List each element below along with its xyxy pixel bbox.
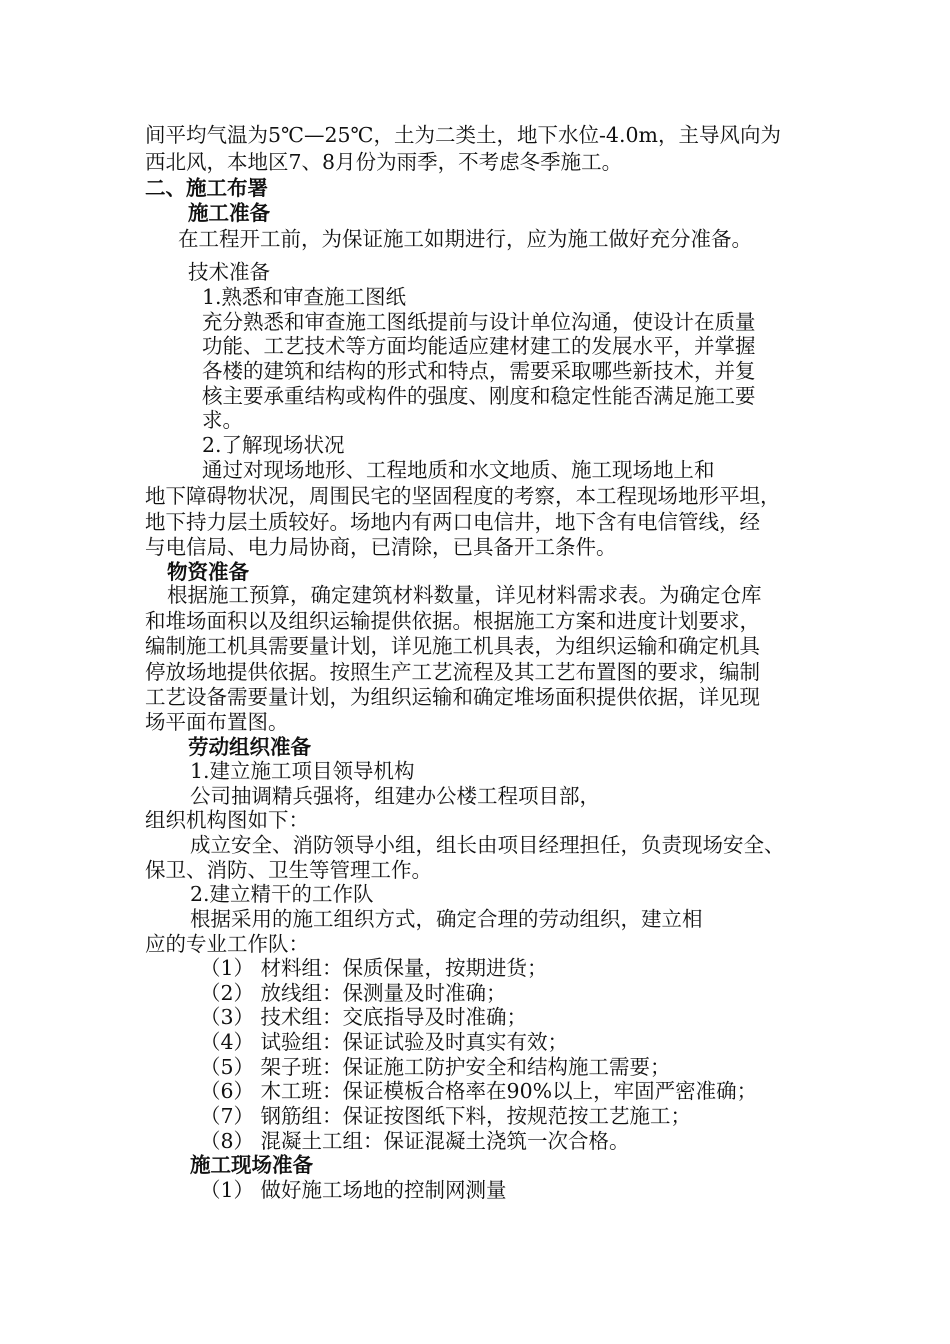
- subsection-heading: 物资准备: [167, 560, 249, 584]
- paragraph-line: 求。: [202, 408, 243, 432]
- paragraph-line: 地下障碍物状况，周围民宅的坚固程度的考察，本工程现场地形平坦，: [145, 484, 781, 508]
- paragraph-line: 功能、工艺技术等方面均能适应建材建工的发展水平，并掌握: [202, 334, 756, 358]
- section-heading: 二、施工布署: [145, 176, 268, 200]
- paragraph-line: 核主要承重结构或构件的强度、刚度和稳定性能否满足施工要: [202, 384, 756, 408]
- paragraph-line: 保卫、消防、卫生等管理工作。: [145, 858, 432, 882]
- paragraph-line: 公司抽调精兵强将，组建办公楼工程项目部，: [190, 784, 600, 808]
- paragraph-line: 停放场地提供依据。按照生产工艺流程及其工艺布置图的要求，编制: [145, 660, 760, 684]
- list-item: （3） 技术组：交底指导及时准确；: [200, 1005, 528, 1029]
- paragraph-line: 在工程开工前，为保证施工如期进行，应为施工做好充分准备。: [178, 227, 752, 251]
- paragraph-line: 和堆场面积以及组织运输提供依据。根据施工方案和进度计划要求，: [145, 609, 760, 633]
- paragraph-line: 地下持力层土质较好。场地内有两口电信井，地下含有电信管线，经: [145, 510, 760, 534]
- paragraph-line: 各楼的建筑和结构的形式和特点，需要采取哪些新技术，并复: [202, 359, 756, 383]
- paragraph-line: 间平均气温为5℃—25℃，土为二类土，地下水位-4.0m，主导风向为: [145, 123, 781, 147]
- paragraph-line: 工艺设备需要量计划，为组织运输和确定堆场面积提供依据，详见现: [145, 685, 760, 709]
- subsection-heading: 劳动组织准备: [188, 735, 311, 759]
- list-item: （5） 架子班：保证施工防护安全和结构施工需要；: [200, 1055, 671, 1079]
- list-heading: 2.了解现场状况: [202, 433, 345, 457]
- list-item: （1） 材料组：保质保量，按期进货；: [200, 956, 548, 980]
- list-heading: 1.熟悉和审查施工图纸: [202, 285, 407, 309]
- paragraph-line: 成立安全、消防领导小组，组长由项目经理担任，负责现场安全、: [190, 833, 785, 857]
- paragraph-line: 西北风，本地区7、8月份为雨季，不考虑冬季施工。: [145, 150, 623, 174]
- list-heading: 1.建立施工项目领导机构: [190, 759, 415, 783]
- paragraph-line: 应的专业工作队：: [145, 932, 309, 956]
- paragraph-line: 根据施工预算，确定建筑材料数量，详见材料需求表。为确定仓库: [167, 583, 762, 607]
- subsection-heading: 施工现场准备: [190, 1153, 313, 1177]
- list-item: （4） 试验组：保证试验及时真实有效；: [200, 1030, 569, 1054]
- paragraph-line: 与电信局、电力局协商，已清除，已具备开工条件。: [145, 535, 617, 559]
- list-heading: 2.建立精干的工作队: [190, 882, 374, 906]
- list-item: （7） 钢筋组：保证按图纸下料，按规范按工艺施工；: [200, 1104, 692, 1128]
- list-item: （8） 混凝土工组：保证混凝土浇筑一次合格。: [200, 1129, 630, 1153]
- paragraph-line: 场平面布置图。: [145, 710, 289, 734]
- list-item: （1） 做好施工场地的控制网测量: [200, 1178, 507, 1202]
- paragraph-line: 根据采用的施工组织方式，确定合理的劳动组织，建立相: [190, 907, 703, 931]
- paragraph-line: 编制施工机具需要量计划，详见施工机具表，为组织运输和确定机具: [145, 634, 760, 658]
- paragraph-line: 通过对现场地形、工程地质和水文地质、施工现场地上和: [202, 458, 715, 482]
- subsection-heading: 技术准备: [188, 260, 270, 284]
- list-item: （2） 放线组：保测量及时准确；: [200, 981, 507, 1005]
- paragraph-line: 充分熟悉和审查施工图纸提前与设计单位沟通，使设计在质量: [202, 310, 756, 334]
- paragraph-line: 组织机构图如下：: [145, 808, 309, 832]
- list-item: （6） 木工班：保证模板合格率在90%以上，牢固严密准确；: [200, 1079, 758, 1103]
- subsection-heading: 施工准备: [188, 201, 270, 225]
